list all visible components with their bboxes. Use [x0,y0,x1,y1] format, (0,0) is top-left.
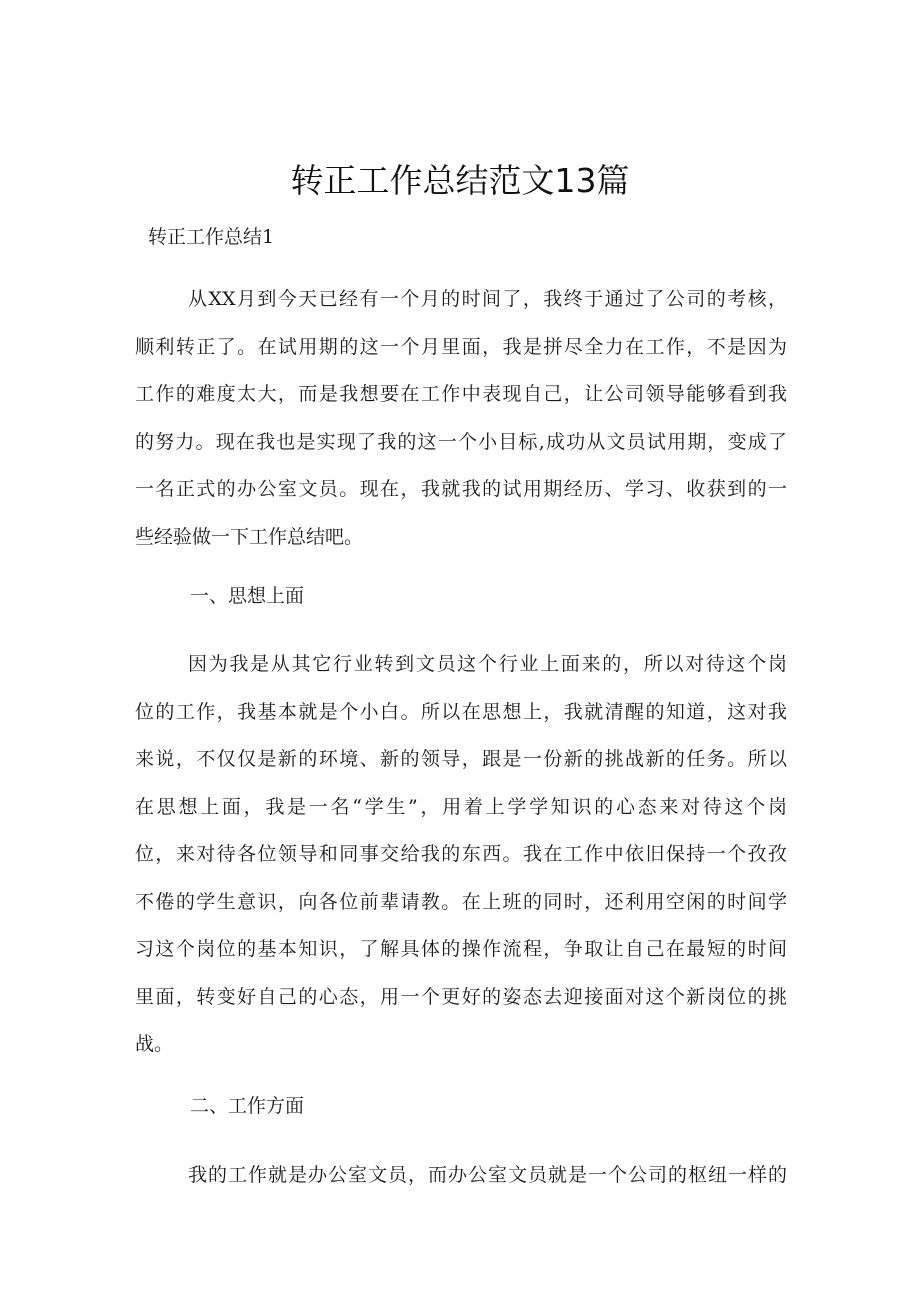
document-subtitle: 转正工作总结1 [148,226,275,248]
document-title: 转正工作总结范文13篇 [290,161,630,200]
paragraph-line: 顺利转正了。在试用期的这一个月里面，我是拼尽全力在工作，不是因为 [135,335,787,358]
paragraph-work [135,1152,787,1200]
paragraph-line: 在思想上面，我是一名“学生”，用着上学学知识的心态来对待这个岗 [135,795,787,818]
paragraph-line: 不倦的学生意识，向各位前辈请教。在上班的同时，还利用空闲的时间学 [135,890,787,913]
paragraph-line: 些经验做一下工作总结吧。 [135,525,364,548]
paragraph-thinking [135,641,787,1069]
paragraph-line: 从XX月到今天已经有一个月的时间了，我终于通过了公司的考核， [188,288,787,310]
paragraph-line: 来说，不仅仅是新的环境、新的领导，跟是一份新的挑战新的任务。所以 [135,748,787,770]
paragraph-line: 的努力。现在我也是实现了我的这一个小目标,成功从文员试用期，变成了 [135,430,787,453]
paragraph-line: 位，来对待各位领导和同事交给我的东西。我在工作中依旧保持一个孜孜 [135,843,787,865]
section-heading-thinking: 一、思想上面 [190,585,305,607]
paragraph-line: 习这个岗位的基本知识，了解具体的操作流程，争取让自己在最短的时间 [135,938,787,960]
paragraph-line: 因为我是从其它行业转到文员这个行业上面来的，所以对待这个岗 [188,653,787,675]
section-heading-work: 二、工作方面 [190,1095,305,1117]
paragraph-line: 里面，转变好自己的心态，用一个更好的姿态去迎接面对这个新岗位的挑 [135,985,787,1008]
paragraph-intro [135,276,787,561]
paragraph-line: 我的工作就是办公室文员，而办公室文员就是一个公司的枢纽一样的 [188,1164,787,1186]
paragraph-line: 位的工作，我基本就是个小白。所以在思想上，我就清醒的知道，这对我 [135,700,787,723]
paragraph-line: 战。 [135,1033,174,1055]
paragraph-line: 工作的难度太大，而是我想要在工作中表现自己，让公司领导能够看到我 [135,383,787,405]
paragraph-line: 一名正式的办公室文员。现在，我就我的试用期经历、学习、收获到的一 [135,478,787,500]
